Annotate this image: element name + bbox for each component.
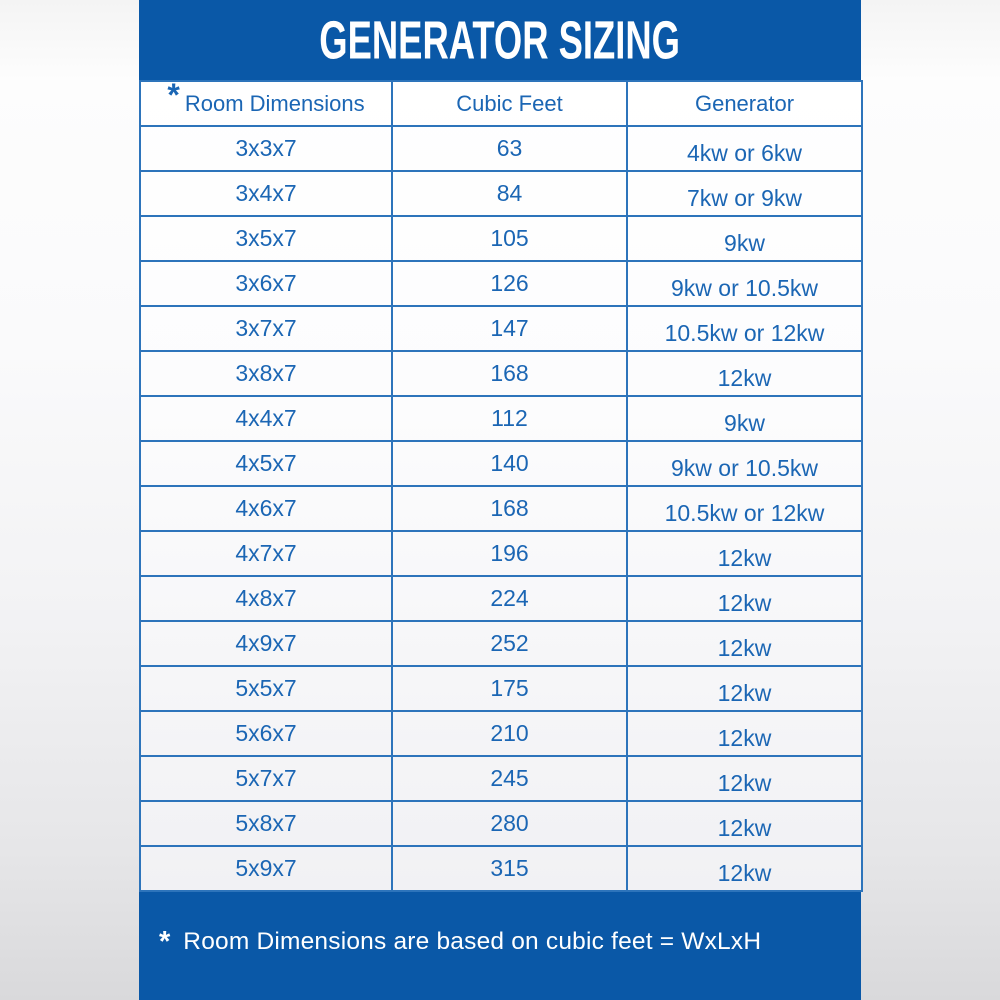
generator-cell (627, 666, 862, 711)
room-dimensions-cell (140, 666, 392, 711)
generator-cell (627, 171, 862, 216)
generator-cell-value: 9kw (724, 410, 765, 436)
cubic-feet-cell (392, 756, 627, 801)
cubic-feet-cell-value: 280 (490, 810, 529, 836)
room-dimensions-cell (140, 486, 392, 531)
cubic-feet-cell-value: 140 (490, 450, 529, 476)
room-dimensions-cell (140, 306, 392, 351)
cubic-feet-cell (392, 846, 627, 891)
cubic-feet-cell (392, 261, 627, 306)
room-dimensions-cell (140, 351, 392, 396)
cubic-feet-cell-value: 210 (490, 720, 529, 746)
table-row (140, 486, 862, 531)
table-row (140, 846, 862, 891)
generator-cell-value: 12kw (717, 725, 772, 751)
generator-cell (627, 846, 862, 891)
generator-cell-value: 12kw (717, 545, 772, 571)
cubic-feet-cell (392, 126, 627, 171)
room-dimensions-cell (140, 396, 392, 441)
table-row (140, 306, 862, 351)
table-row (140, 621, 862, 666)
cubic-feet-cell-value: 63 (496, 135, 523, 161)
room-dimensions-cell-value: 3x7x7 (235, 315, 297, 341)
room-dimensions-cell (140, 216, 392, 261)
column-header-cubic-feet (392, 81, 627, 126)
cubic-feet-cell-value: 196 (490, 540, 529, 566)
room-dimensions-cell-value: 4x8x7 (235, 585, 297, 611)
generator-sizing-table (139, 76, 863, 892)
room-dimensions-cell-value: 5x5x7 (235, 675, 297, 701)
footer-note (159, 924, 849, 957)
room-dimensions-cell-value: 5x8x7 (235, 810, 297, 836)
cubic-feet-cell-value: 168 (490, 495, 529, 521)
room-dimensions-cell-value: 5x6x7 (235, 720, 297, 746)
table-row (140, 756, 862, 801)
generator-cell (627, 261, 862, 306)
cubic-feet-cell-value: 224 (490, 585, 529, 611)
room-dimensions-cell (140, 171, 392, 216)
room-dimensions-cell-value: 5x7x7 (235, 765, 297, 791)
table-row (140, 576, 862, 621)
column-header-generator-label: Generator (694, 90, 795, 116)
cubic-feet-cell (392, 351, 627, 396)
table-row (140, 531, 862, 576)
room-dimensions-cell (140, 846, 392, 891)
room-dimensions-cell-value: 3x3x7 (235, 135, 297, 161)
generator-cell-value: 12kw (717, 635, 772, 661)
generator-cell-value: 12kw (717, 770, 772, 796)
room-dimensions-cell (140, 126, 392, 171)
table-row (140, 666, 862, 711)
room-dimensions-cell-value: 4x6x7 (235, 495, 297, 521)
cubic-feet-cell (392, 666, 627, 711)
footer-note-text: Room Dimensions are based on cubic feet = WxLxH (183, 928, 762, 955)
generator-cell (627, 801, 862, 846)
cubic-feet-cell-value: 112 (491, 405, 528, 431)
table-row (140, 351, 862, 396)
table-row (140, 801, 862, 846)
cubic-feet-cell (392, 216, 627, 261)
cubic-feet-cell-value: 245 (490, 765, 529, 791)
generator-cell (627, 396, 862, 441)
generator-cell (627, 441, 862, 486)
generator-cell-value: 9kw or 10.5kw (670, 275, 818, 301)
column-header-room-dimensions-label: Room Dimensions (184, 90, 365, 116)
generator-cell-value: 7kw or 9kw (686, 185, 803, 211)
room-dimensions-cell-value: 3x6x7 (235, 270, 297, 296)
generator-cell-value: 10.5kw or 12kw (664, 500, 825, 526)
generator-sizing-panel (139, 0, 861, 1000)
room-dimensions-cell-value: 4x4x7 (235, 405, 297, 431)
column-header-cubic-feet-label: Cubic Feet (456, 90, 563, 116)
generator-cell-value: 9kw (724, 230, 765, 256)
room-dimensions-cell (140, 711, 392, 756)
generator-cell (627, 621, 862, 666)
cubic-feet-cell (392, 576, 627, 621)
cubic-feet-cell (392, 441, 627, 486)
column-header-generator (627, 81, 862, 126)
generator-cell-value: 9kw or 10.5kw (670, 455, 818, 481)
generator-cell (627, 531, 862, 576)
room-dimensions-cell (140, 756, 392, 801)
cubic-feet-cell (392, 801, 627, 846)
table-body (140, 126, 862, 891)
generator-cell-value: 12kw (717, 815, 772, 841)
cubic-feet-cell-value: 168 (490, 360, 529, 386)
table-row (140, 126, 862, 171)
room-dimensions-cell-value: 3x5x7 (235, 225, 297, 251)
generator-cell-value: 12kw (717, 860, 772, 886)
generator-cell (627, 306, 862, 351)
table-row (140, 711, 862, 756)
cubic-feet-cell (392, 531, 627, 576)
room-dimensions-cell-value: 4x5x7 (235, 450, 297, 476)
title-band (139, 0, 861, 80)
room-dimensions-cell (140, 801, 392, 846)
asterisk-icon: * (159, 926, 171, 958)
room-dimensions-cell-value: 4x9x7 (235, 630, 297, 656)
table-row (140, 171, 862, 216)
table-header-row (140, 81, 862, 126)
table-row (140, 396, 862, 441)
generator-cell (627, 756, 862, 801)
room-dimensions-cell-value: 4x7x7 (235, 540, 297, 566)
cubic-feet-cell-value: 105 (490, 225, 529, 251)
generator-cell (627, 486, 862, 531)
generator-cell-value: 12kw (717, 365, 772, 391)
table-row (140, 216, 862, 261)
cubic-feet-cell (392, 486, 627, 531)
cubic-feet-cell (392, 306, 627, 351)
generator-cell (627, 711, 862, 756)
generator-cell (627, 126, 862, 171)
cubic-feet-cell-value: 315 (490, 855, 529, 881)
room-dimensions-cell-value: 5x9x7 (235, 855, 297, 881)
room-dimensions-cell (140, 531, 392, 576)
cubic-feet-cell-value: 147 (490, 315, 529, 341)
room-dimensions-cell (140, 621, 392, 666)
generator-cell-value: 4kw or 6kw (686, 140, 803, 166)
page-title: GENERATOR SIZING (319, 10, 681, 72)
generator-cell (627, 576, 862, 621)
cubic-feet-cell-value: 84 (496, 180, 523, 206)
cubic-feet-cell-value: 175 (490, 675, 529, 701)
column-header-room-dimensions: * Room Dimensions (140, 81, 392, 126)
generator-cell-value: 12kw (717, 590, 772, 616)
cubic-feet-cell-value: 126 (490, 270, 529, 296)
cubic-feet-cell (392, 711, 627, 756)
table-row (140, 261, 862, 306)
room-dimensions-cell-value: 3x4x7 (235, 180, 297, 206)
room-dimensions-cell (140, 576, 392, 621)
generator-cell (627, 216, 862, 261)
room-dimensions-cell-value: 3x8x7 (235, 360, 297, 386)
room-dimensions-cell (140, 261, 392, 306)
cubic-feet-cell (392, 621, 627, 666)
generator-cell-value: 12kw (717, 680, 772, 706)
table-row (140, 441, 862, 486)
cubic-feet-cell (392, 171, 627, 216)
cubic-feet-cell-value: 252 (490, 630, 529, 656)
generator-cell (627, 351, 862, 396)
generator-cell-value: 10.5kw or 12kw (664, 320, 825, 346)
cubic-feet-cell (392, 396, 627, 441)
room-dimensions-cell (140, 441, 392, 486)
